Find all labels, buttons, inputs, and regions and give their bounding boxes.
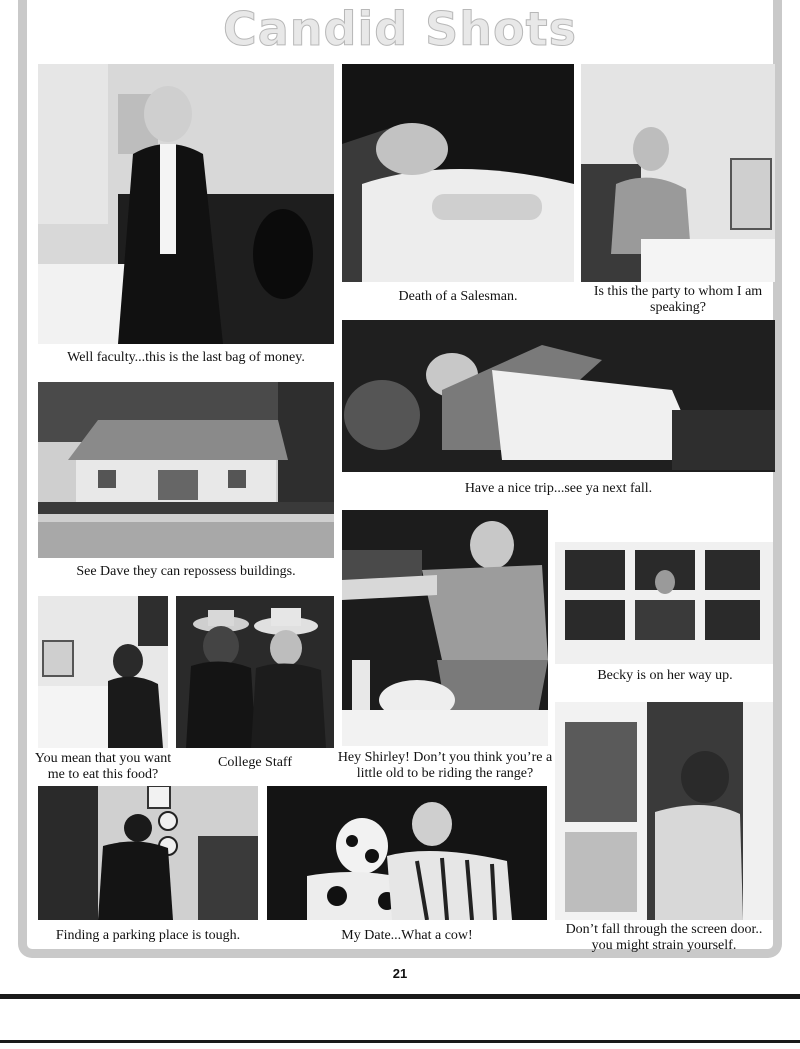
- photo-repossess-buildings: [38, 382, 334, 558]
- bottom-rule-lower: [0, 1040, 800, 1043]
- caption-parking-place: Finding a parking place is tough.: [55, 928, 241, 943]
- caption-becky-way-up: Becky is on her way up.: [597, 668, 733, 683]
- page-number: 21: [392, 966, 408, 981]
- photo-party-speaking: [581, 64, 775, 282]
- photo-shirley-range: [342, 510, 548, 746]
- photo-last-bag-of-money: [38, 64, 334, 344]
- caption-shirley-range: Hey Shirley! Don’t you think you’re a little old to be riding the range?: [337, 750, 553, 781]
- photo-death-of-salesman: [342, 64, 574, 282]
- bottom-rule: [0, 994, 800, 999]
- caption-eat-this-food: You mean that you want me to eat this food?: [34, 751, 172, 782]
- photo-eat-this-food: [38, 596, 168, 748]
- caption-screen-door: Don’t fall through the screen door.. you might strain yourself.: [565, 922, 763, 953]
- caption-repossess-buildings: See Dave they can repossess buildings.: [76, 564, 296, 579]
- page-title: Candid Shots: [222, 2, 578, 56]
- photo-screen-door: [555, 702, 773, 920]
- photo-becky-way-up: [555, 512, 773, 664]
- photo-parking-place: [38, 786, 258, 920]
- caption-party-speaking: Is this the party to whom I am speaking?: [593, 284, 763, 315]
- photo-my-date-cow: [267, 786, 547, 920]
- photo-nice-trip: [342, 320, 775, 472]
- photo-college-staff: [176, 596, 334, 748]
- caption-last-bag-of-money: Well faculty...this is the last bag of money.: [67, 350, 305, 365]
- caption-college-staff: College Staff: [217, 755, 292, 770]
- caption-my-date-cow: My Date...What a cow!: [341, 928, 473, 943]
- caption-death-of-salesman: Death of a Salesman.: [398, 289, 518, 304]
- caption-nice-trip: Have a nice trip...see ya next fall.: [464, 481, 653, 496]
